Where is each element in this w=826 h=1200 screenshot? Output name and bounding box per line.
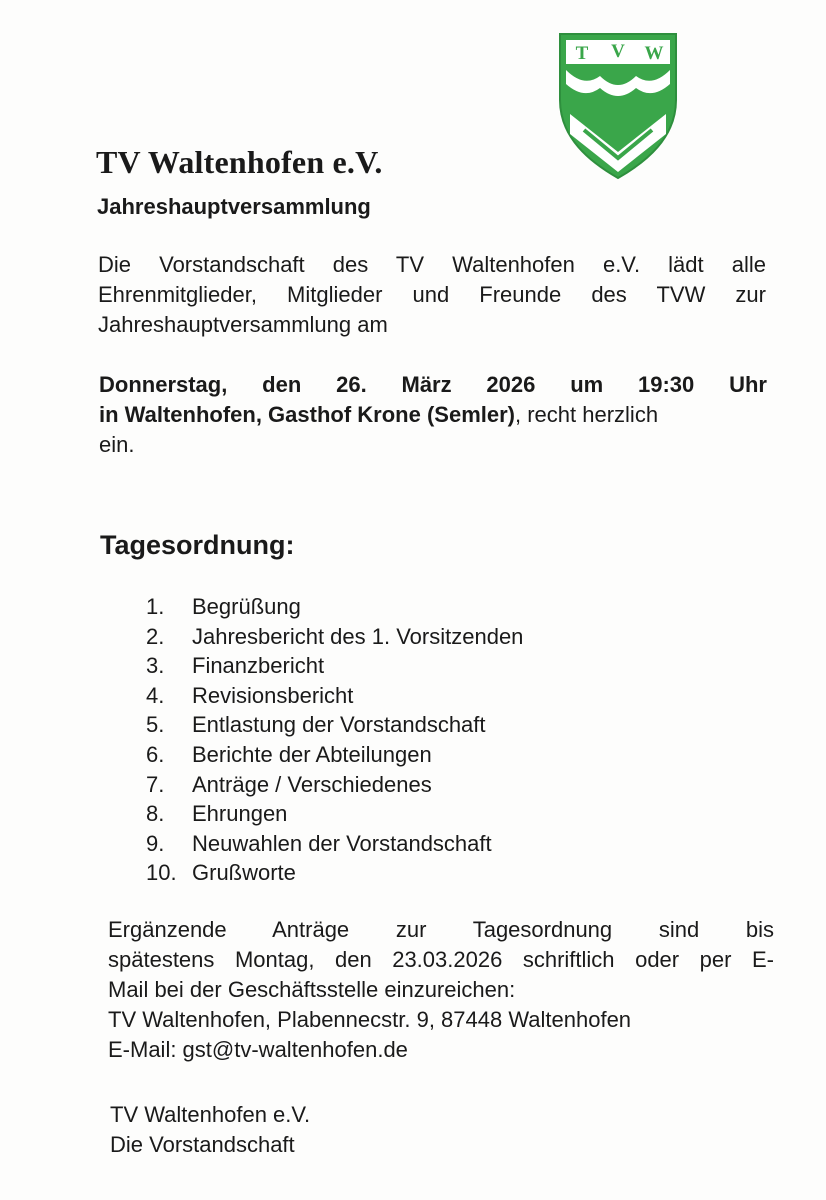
signature-board: Die Vorstandschaft [110,1132,295,1157]
event-location-line [99,400,767,430]
agenda-item-number: 1. [146,594,165,619]
agenda-item [146,770,523,800]
agenda-heading: Tagesordnung: [100,530,295,560]
agenda-item-text: Berichte der Abteilungen [192,741,432,767]
note-line: Mail bei der Geschäftsstelle einzureichen: [108,977,516,1002]
agenda-item [146,592,523,622]
event-closing-text: , recht herzlich [515,402,659,427]
intro-line: Die Vorstandschaft des TV Waltenhofen e.V. lädt alle [98,252,766,277]
intro-line: Ehrenmitglieder, Mitglieder und Freunde des TVW zur [98,282,766,307]
note-line: Ergänzende Anträge zur Tagesordnung sind bis [108,917,774,942]
crest-letter-w: W [644,43,664,64]
agenda-item-text: Jahresbericht des 1. Vorsitzenden [192,623,524,649]
agenda-item-text: Anträge / Verschiedenes [192,771,432,797]
agenda-item-number: 7. [146,771,165,797]
agenda-item-text: Ehrungen [192,801,288,827]
agenda-item-text: Begrüßung [192,594,301,619]
agenda-item-number: 5. [146,712,165,738]
document-title: Jahreshauptversammlung [97,194,371,219]
submission-note [108,915,774,1065]
note-line: spätestens Montag, den 23.03.2026 schriftlich oder per E- [108,947,774,972]
agenda-item-number: 2. [146,623,165,649]
invitation-paragraph [98,250,766,340]
club-crest-logo [554,30,682,180]
agenda-item [146,710,523,740]
agenda-item-number: 4. [146,682,165,708]
agenda-item-number: 3. [146,653,165,679]
agenda-item-number: 8. [146,801,165,827]
crest-letter-v: V [611,41,625,62]
agenda-item [146,829,523,859]
agenda-item [146,681,523,711]
signature-block [110,1100,310,1160]
agenda-item-text: Grußworte [192,860,296,886]
agenda-item-number: 10. [146,860,177,886]
agenda-item [146,740,523,770]
agenda-item-text: Neuwahlen der Vorstandschaft [192,830,492,856]
office-email: E-Mail: gst@tv-waltenhofen.de [108,1037,408,1062]
agenda-item [146,799,523,829]
event-closing-end: ein. [99,432,135,457]
intro-line: Jahreshauptversammlung am [98,312,388,337]
agenda-item-text: Revisionsbericht [192,682,354,708]
agenda-item-text: Finanzbericht [192,653,325,679]
crest-letter-t: T [575,43,589,64]
event-details [99,370,767,460]
agenda-item [146,858,523,888]
agenda-item-text: Entlastung der Vorstandschaft [192,712,486,738]
agenda-item-number: 6. [146,741,165,767]
club-name-heading: TV Waltenhofen e.V. [96,144,383,180]
agenda-item [146,651,523,681]
office-address: TV Waltenhofen, Plabennecstr. 9, 87448 Waltenhofen [108,1007,632,1032]
agenda-item-number: 9. [146,830,165,856]
event-date-time: Donnerstag, den 26. März 2026 um 19:30 Uhr [99,372,767,397]
agenda-list [146,592,523,888]
event-location: in Waltenhofen, Gasthof Krone (Semler) [99,402,515,427]
agenda-item [146,622,523,652]
signature-club: TV Waltenhofen e.V. [110,1102,311,1127]
